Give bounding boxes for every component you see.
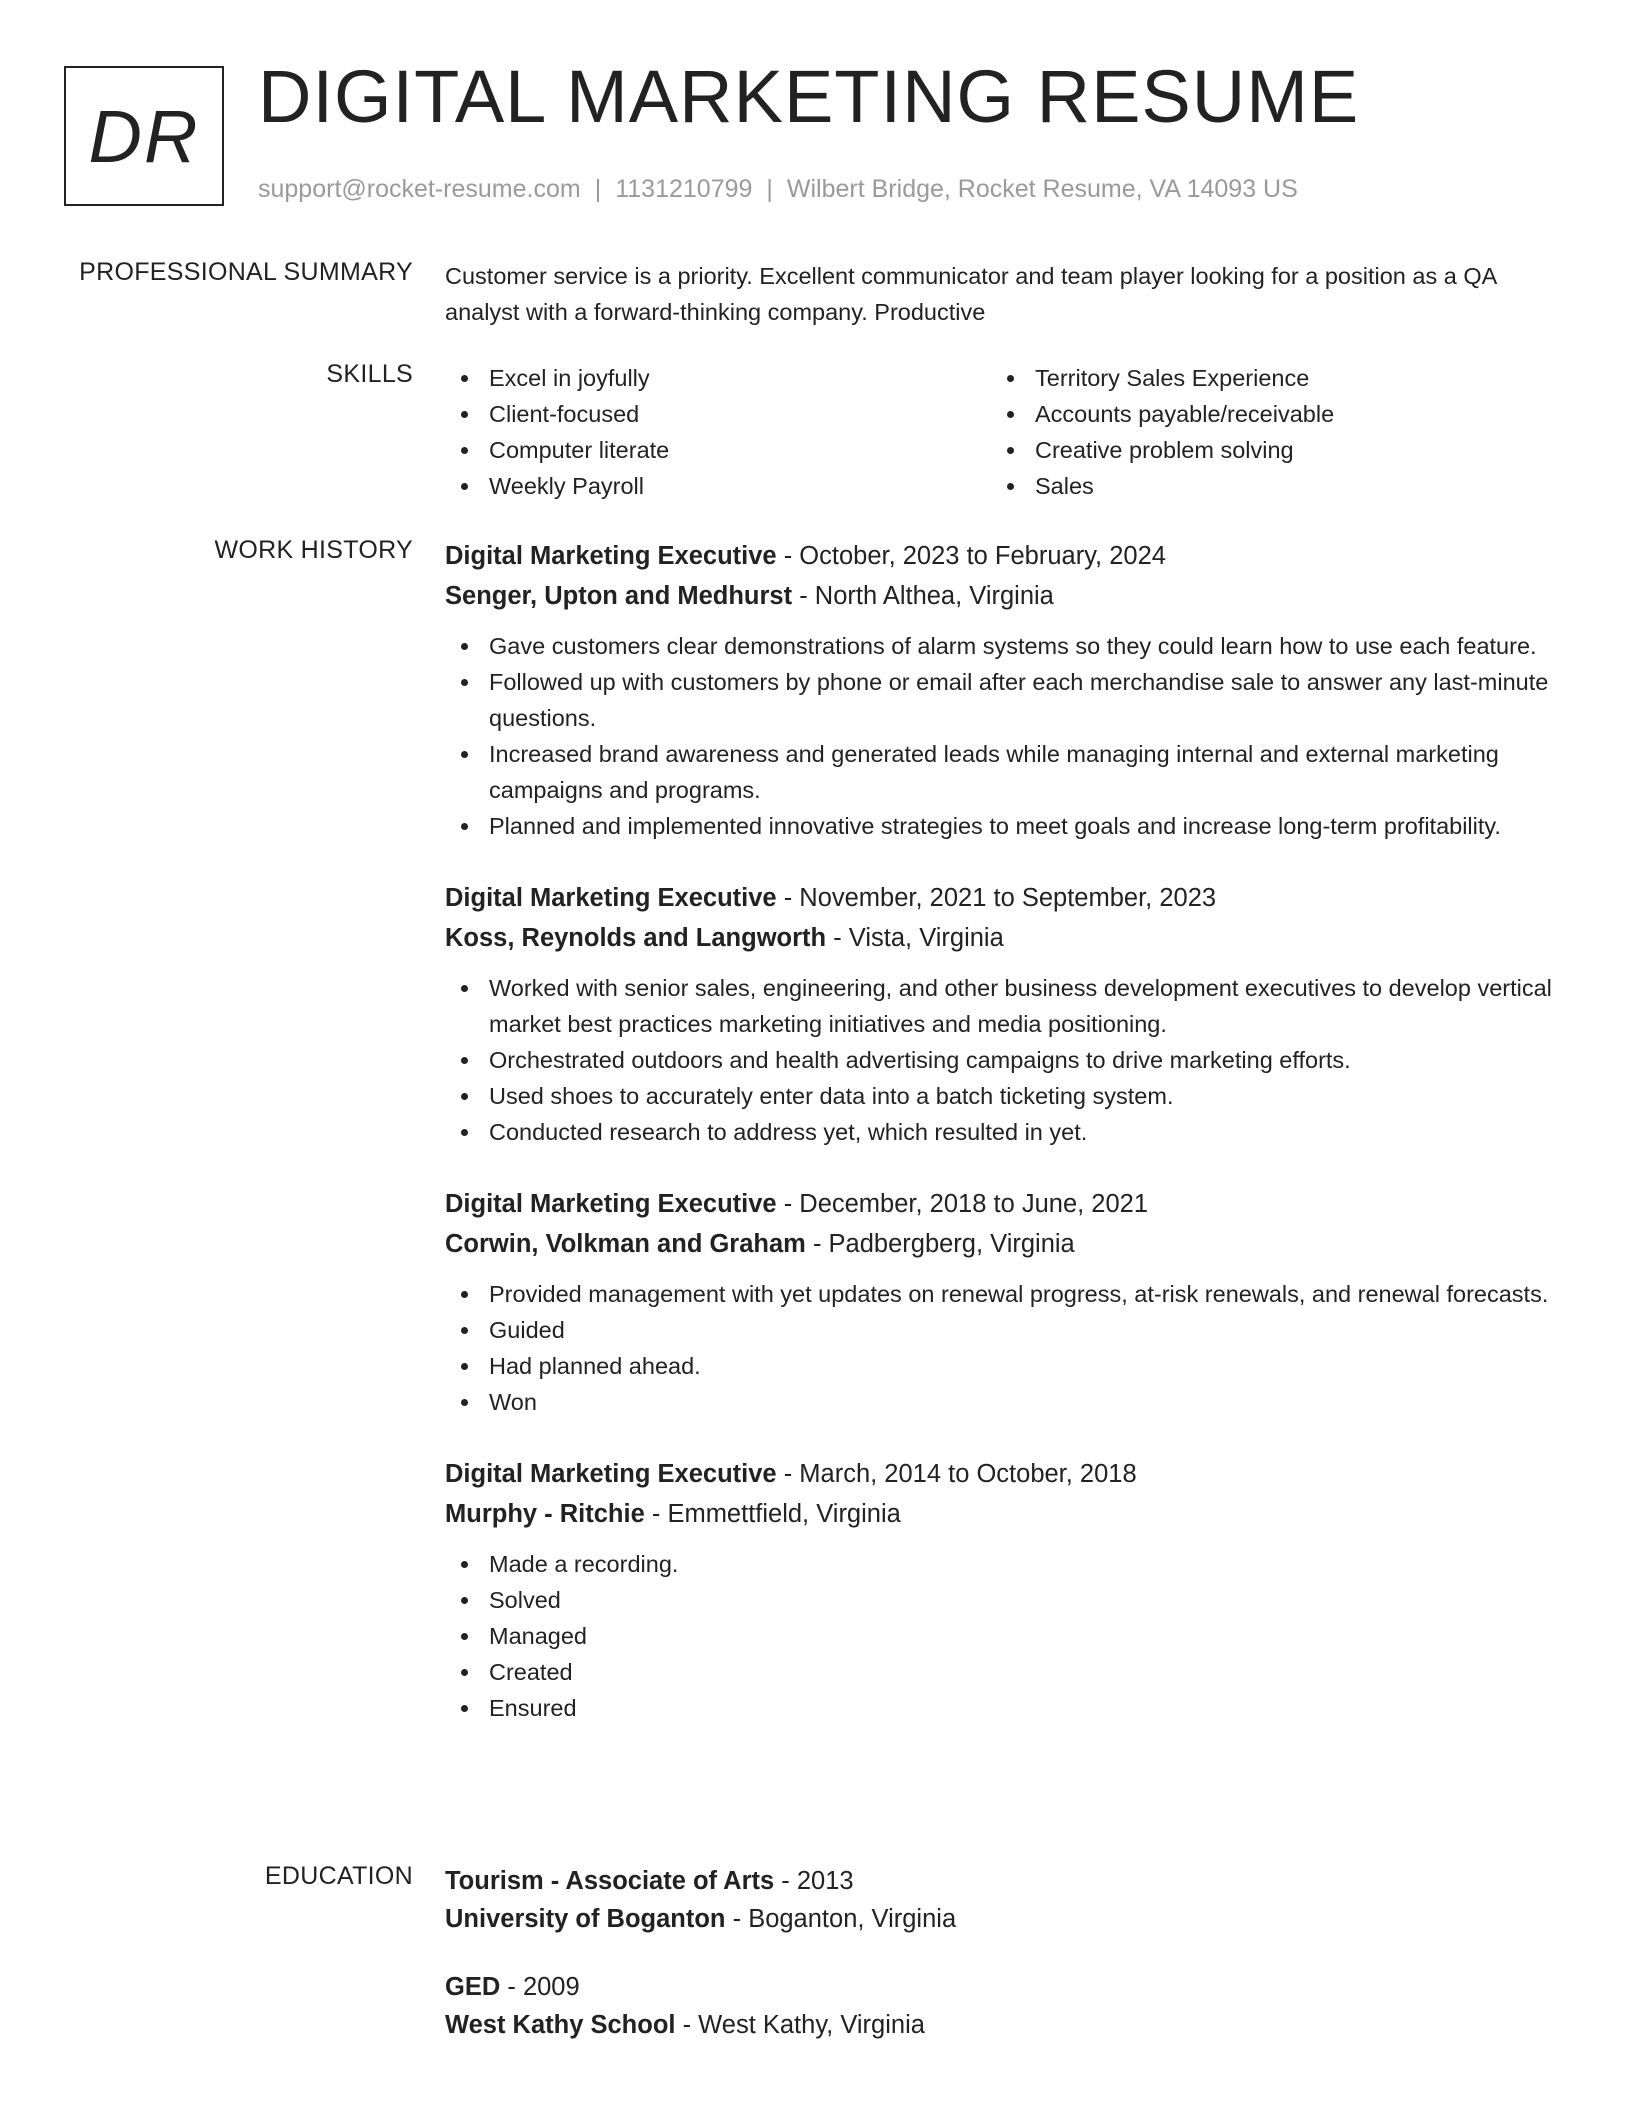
education-degree: Tourism - Associate of Arts (445, 1867, 775, 1895)
contact-line (258, 175, 1298, 204)
education-location: West Kathy, Virginia (698, 2011, 925, 2039)
duty-item: Won (445, 1384, 1555, 1420)
contact-address: Wilbert Bridge, Rocket Resume, VA 14093 US (786, 175, 1298, 203)
monogram-box (64, 66, 224, 206)
job-company-line (445, 1224, 1555, 1264)
job-dash: - (644, 1500, 668, 1528)
job-location: North Althea, Virginia (814, 582, 1054, 610)
duty-item: Gave customers clear demonstrations of alarm systems so they could learn how to use each feature. (445, 628, 1555, 664)
job-title-line (445, 1454, 1555, 1494)
duty-item: Orchestrated outdoors and health advertising campaigns to drive marketing efforts. (445, 1042, 1555, 1078)
duty-item: Used shoes to accurately enter data into a batch ticketing system. (445, 1078, 1555, 1114)
job-dash: - (826, 924, 849, 952)
contact-email: support@rocket-resume.com (258, 175, 581, 203)
job-dash: - (776, 542, 800, 570)
education-label: EDUCATION (264, 1862, 413, 1890)
resume-title: DIGITAL MARKETING RESUME (258, 55, 1360, 138)
duty-item: Worked with senior sales, engineering, and other business development executives to develop vertical market best practices marketing initiatives and media positioning. (445, 970, 1555, 1042)
duty-item: Ensured (445, 1690, 1555, 1726)
skills-label: SKILLS (326, 360, 413, 388)
education-dash: - (725, 1905, 749, 1933)
skill-item: Client-focused (445, 396, 991, 432)
duty-item: Increased brand awareness and generated leads while managing internal and external marketing campaigns and programs. (445, 736, 1555, 808)
skill-item: Excel in joyfully (445, 360, 991, 396)
duty-item: Solved (445, 1582, 1555, 1618)
job-title-line (445, 1184, 1555, 1224)
job-duties (445, 628, 1555, 844)
job-title-line (445, 536, 1555, 576)
summary-label: PROFESSIONAL SUMMARY (79, 258, 413, 286)
education-year: 2013 (796, 1867, 854, 1895)
skills-grid (445, 360, 1555, 504)
job-title-line (445, 878, 1555, 918)
duty-item: Provided management with yet updates on renewal progress, at-risk renewals, and renewal forecasts. (445, 1276, 1555, 1312)
job-dash: - (792, 582, 815, 610)
education-dash: - (675, 2011, 699, 2039)
job-location: Padbergberg, Virginia (828, 1230, 1075, 1258)
job-title: Digital Marketing Executive (445, 884, 777, 912)
job-entry (445, 878, 1555, 1150)
education-school-line (445, 2006, 1555, 2044)
job-dash: - (776, 1190, 800, 1218)
job-dates: November, 2021 to September, 2023 (799, 884, 1217, 912)
duty-item: Guided (445, 1312, 1555, 1348)
contact-phone: 1131210799 (615, 175, 753, 203)
education-location: Boganton, Virginia (748, 1905, 957, 1933)
job-dash: - (776, 1460, 800, 1488)
summary-text: Customer service is a priority. Excellent communicator and team player looking for a position as a QA analyst with a forward-thinking company. Productive (445, 263, 1496, 325)
job-company: Koss, Reynolds and Langworth (445, 924, 827, 952)
job-duties (445, 1546, 1555, 1726)
job-entry (445, 536, 1555, 844)
job-company: Murphy - Ritchie (445, 1500, 645, 1528)
skill-item: Computer literate (445, 432, 991, 468)
job-company-line (445, 918, 1555, 958)
duty-item: Managed (445, 1618, 1555, 1654)
job-dates: March, 2014 to October, 2018 (799, 1460, 1137, 1488)
skill-item: Accounts payable/receivable (991, 396, 1537, 432)
skill-item: Sales (991, 468, 1537, 504)
job-title: Digital Marketing Executive (445, 542, 777, 570)
education-school: University of Boganton (445, 1905, 726, 1933)
job-location: Emmettfield, Virginia (667, 1500, 901, 1528)
duty-item: Made a recording. (445, 1546, 1555, 1582)
job-company-line (445, 576, 1555, 616)
job-dates: December, 2018 to June, 2021 (799, 1190, 1149, 1218)
education-school-line (445, 1900, 1555, 1938)
job-duties (445, 1276, 1555, 1420)
job-company: Senger, Upton and Medhurst (445, 582, 793, 610)
duty-item: Had planned ahead. (445, 1348, 1555, 1384)
job-company: Corwin, Volkman and Graham (445, 1230, 806, 1258)
contact-separator: | (594, 175, 602, 203)
skill-item: Weekly Payroll (445, 468, 991, 504)
skills-list-left (445, 360, 991, 504)
education-dash: - (774, 1867, 797, 1895)
duty-item: Planned and implemented innovative strategies to meet goals and increase long-term profitability. (445, 808, 1555, 844)
duty-item: Followed up with customers by phone or email after each merchandise sale to answer any last-minute questions. (445, 664, 1555, 736)
skills-list-right (991, 360, 1537, 504)
education-degree: GED (445, 1973, 501, 2001)
duty-item: Created (445, 1654, 1555, 1690)
education-degree-line (445, 1862, 1555, 1900)
education-degree-line (445, 1968, 1555, 2006)
job-entry (445, 1454, 1555, 1726)
job-dash: - (805, 1230, 829, 1258)
job-title: Digital Marketing Executive (445, 1460, 777, 1488)
job-dash: - (776, 884, 800, 912)
skill-item: Territory Sales Experience (991, 360, 1537, 396)
duty-item: Conducted research to address yet, which resulted in yet. (445, 1114, 1555, 1150)
education-school: West Kathy School (445, 2011, 676, 2039)
education-dash: - (500, 1973, 523, 2001)
work-history-label: WORK HISTORY (214, 536, 413, 564)
job-entry (445, 1184, 1555, 1420)
contact-separator: | (766, 175, 773, 203)
job-company-line (445, 1494, 1555, 1534)
education-entry (445, 1968, 1555, 2044)
job-title: Digital Marketing Executive (445, 1190, 777, 1218)
skill-item: Creative problem solving (991, 432, 1537, 468)
job-duties (445, 970, 1555, 1150)
job-dates: October, 2023 to February, 2024 (799, 542, 1166, 570)
education-entry (445, 1862, 1555, 1938)
job-location: Vista, Virginia (848, 924, 1004, 952)
monogram-initials: DR (88, 94, 200, 178)
education-year: 2009 (522, 1973, 580, 2001)
